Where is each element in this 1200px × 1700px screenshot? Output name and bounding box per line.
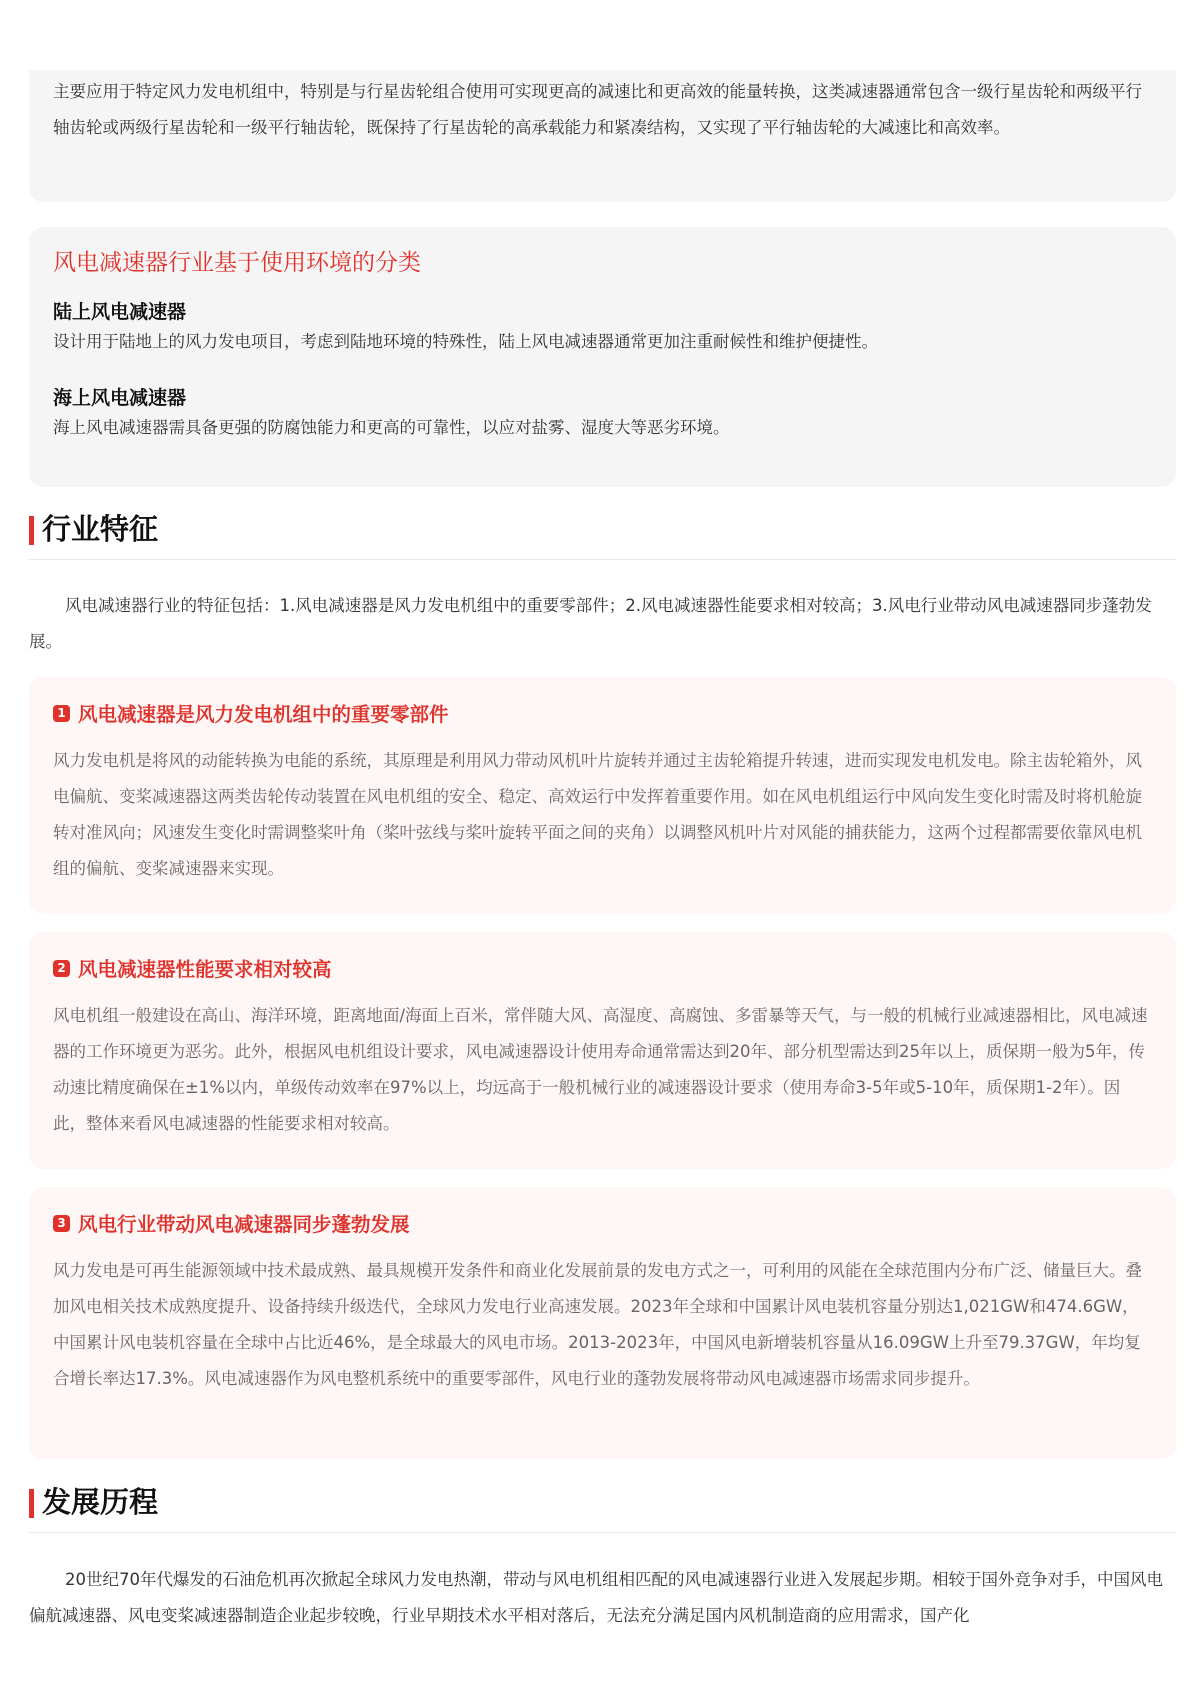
features-heading-text: 行业特征 [42,512,159,546]
classification-item-offshore-title: 海上风电减速器 [53,387,187,409]
number-badge-icon: 3 [53,1215,70,1232]
type-description-card [29,70,1176,202]
classification-item-offshore-desc: 海上风电减速器需具备更强的防腐蚀能力和更高的可靠性，以应对盐雾、湿度大等恶劣环境。 [53,418,730,437]
feature-card-1-header [53,697,1152,729]
feature-card-1-body: 风力发电机是将风的动能转换为电能的系统，其原理是利用风力带动风机叶片旋转并通过主齿轮箱提升转速，进而实现发电机发电。除主齿轮箱外，风电偏航、变桨减速器这两类齿轮传动装置在风电机组的安全、稳定、高效运行中发挥着重要作用。如在风电机组运行中风向发生变化时需及时将机舱旋转对准风向；风速发生变化时需调整桨叶角（桨叶弦线与桨叶旋转平面之间的夹角）以调整风机叶片对风能的捕获能力，这两个过程都需要依靠风电机组的偏航、变桨减速器来实现。 [53,751,1142,878]
type-description-text: 主要应用于特定风力发电机组中，特别是与行星齿轮组合使用可实现更高的减速比和更高效的能量转换，这类减速器通常包含一级行星齿轮和两级平行轴齿轮或两级行星齿轮和一级平行轴齿轮，既保持了行星齿轮的高承载能力和紧凑结构，又实现了平行轴齿轮的大减速比和高效率。 [53,82,1142,137]
heading-accent-bar [29,1489,34,1518]
number-badge-icon: 2 [53,960,70,977]
history-section-heading [29,1476,1176,1533]
feature-card-1 [29,677,1176,914]
feature-card-2 [29,932,1176,1169]
feature-card-3 [29,1187,1176,1459]
classification-item-onshore-title: 陆上风电减速器 [53,301,187,323]
heading-accent-bar [29,516,34,545]
history-intro: 20世纪70年代爆发的石油危机再次掀起全球风力发电热潮，带动与风电机组相匹配的风电减速器行业进入发展起步期。相较于国外竞争对手，中国风电偏航减速器、风电变桨减速器制造企业起步较晚，行业早期技术水平相对落后，无法充分满足国内风机制造商的应用需求，国产化 [29,1570,1163,1625]
feature-card-1-title: 风电减速器是风力发电机组中的重要零部件 [78,703,449,726]
history-heading-text: 发展历程 [42,1485,159,1519]
feature-card-2-header [53,952,1152,984]
classification-item-onshore-desc: 设计用于陆地上的风力发电项目，考虑到陆地环境的特殊性，陆上风电减速器通常更加注重耐候性和维护便捷性。 [53,332,878,351]
feature-card-3-header [53,1207,1152,1239]
classification-title: 风电减速器行业基于使用环境的分类 [53,250,421,276]
classification-card [29,227,1176,487]
number-badge-icon: 1 [53,705,70,722]
features-section-heading [29,503,1176,560]
features-intro: 风电减速器行业的特征包括：1.风电减速器是风力发电机组中的重要零部件；2.风电减速器性能要求相对较高；3.风电行业带动风电减速器同步蓬勃发展。 [29,596,1152,651]
feature-card-2-title: 风电减速器性能要求相对较高 [78,958,332,981]
feature-card-3-body: 风力发电是可再生能源领域中技术最成熟、最具规模开发条件和商业化发展前景的发电方式之一，可利用的风能在全球范围内分布广泛、储量巨大。叠加风电相关技术成熟度提升、设备持续升级迭代，全球风力发电行业高速发展。2023年全球和中国累计风电装机容量分别达1,021GW和474.6GW，中国累计风电装机容量在全球中占比近46%，是全球最大的风电市场。2013-2023年，中国风电新增装机容量从16.09GW上升至79.37GW，年均复合增长率达17.3%。风电减速器作为风电整机系统中的重要零部件，风电行业的蓬勃发展将带动风电减速器市场需求同步提升。 [53,1261,1142,1388]
feature-card-2-body: 风电机组一般建设在高山、海洋环境，距离地面/海面上百米，常伴随大风、高湿度、高腐蚀、多雷暴等天气，与一般的机械行业减速器相比，风电减速器的工作环境更为恶劣。此外，根据风电机组设计要求，风电减速器设计使用寿命通常需达到20年、部分机型需达到25年以上，质保期一般为5年，传动速比精度确保在±1%以内，单级传动效率在97%以上，均远高于一般机械行业的减速器设计要求（使用寿命3-5年或5-10年，质保期1-2年）。因此，整体来看风电减速器的性能要求相对较高。 [53,1006,1148,1133]
feature-card-3-title: 风电行业带动风电减速器同步蓬勃发展 [78,1213,410,1236]
